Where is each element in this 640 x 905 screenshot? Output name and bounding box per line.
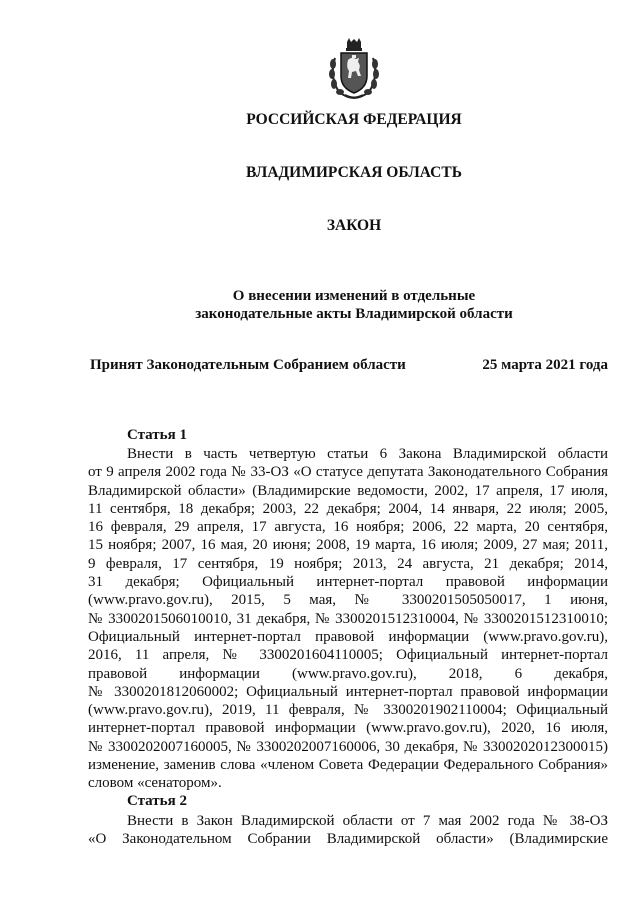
law-title-line-1: О внесении изменений в отдельные [232, 288, 476, 304]
article-1-line: 15 ноября; 2007, 16 мая, 20 июня; 2008, 19 марта, 16 июля; 2009, 27 мая; 2011, [88, 537, 608, 554]
article-1-line: Владимирской области» (Владимирские ведомости, 2002, 17 апреля, 17 июля, [88, 482, 608, 499]
article-1-line: 31 декабря; Официальный интернет-портал правовой информации [88, 574, 608, 591]
article-1-line: словом «сенатором». [88, 775, 222, 792]
article-2-body [88, 812, 608, 849]
article-1-heading: Статья 1 [127, 427, 187, 443]
article-1-body [88, 445, 608, 793]
adoption-date: 25 марта 2021 года [482, 357, 608, 373]
article-1-line: 9 февраля, 17 сентября, 19 ноября; 2013, 24 августа, 21 декабря; 2014, [88, 555, 608, 572]
law-title [0, 287, 640, 323]
article-1-line: правовой информации (www.pravo.gov.ru), 2018, 6 декабря, [88, 665, 608, 682]
region-heading: ВЛАДИМИРСКАЯ ОБЛАСТЬ [246, 164, 462, 181]
article-1-line: № 3300202007160005, № 3300202007160006, 30 декабря, № 3300202012300015) [88, 738, 608, 755]
document-type-heading: ЗАКОН [326, 217, 382, 234]
article-1-line: № 3300201506010010, 31 декабря, № 3300201512310004, № 3300201512310010; [88, 610, 608, 627]
article-1-line: изменение, заменив слова «членом Совета Федерации Федерального Собрания» [88, 757, 608, 774]
article-1-line: Внести в часть четвертую статьи 6 Закона Владимирской области [127, 446, 608, 462]
article-2-line: «О Законодательном Собрании Владимирской области» (Владимирские [88, 831, 608, 848]
adoption-info [90, 357, 608, 374]
coat-of-arms-icon [325, 38, 383, 100]
law-title-line-2: законодательные акты Владимирской области [195, 306, 513, 322]
article-1-line: от 9 апреля 2002 года № 33-ОЗ «О статусе депутата Законодательного Собрания [88, 464, 608, 481]
article-1-line: 16 февраля, 29 апреля, 17 августа, 16 ноября; 2006, 22 марта, 20 сентября, [88, 519, 608, 536]
article-1-line: 2016, 11 апреля, № 3300201604110005; Официальный интернет-портал [88, 647, 608, 664]
article-1-line: (www.pravo.gov.ru), 2019, 11 февраля, № 3300201902110004; Официальный [88, 702, 608, 719]
article-1-line: № 3300201812060002; Официальный интернет-портал правовой информации [88, 683, 608, 700]
article-2-heading: Статья 2 [127, 793, 187, 809]
article-1-line: 11 сентября, 18 декабря; 2003, 22 декабря; 2004, 14 января, 22 июля; 2005, [88, 500, 608, 517]
article-1-line: Официальный интернет-портал правовой информации (www.pravo.gov.ru), [88, 628, 608, 645]
article-2-line: Внести в Закон Владимирской области от 7 мая 2002 года № 38-ОЗ [127, 813, 608, 829]
article-1-line: (www.pravo.gov.ru), 2015, 5 мая, № 3300201505050017, 1 июня, [88, 592, 608, 609]
adopted-by-label: Принят Законодательным Собранием области [90, 357, 406, 373]
country-heading: РОССИЙСКАЯ ФЕДЕРАЦИЯ [246, 111, 462, 128]
article-1-line: интернет-портал правовой информации (www.pravo.gov.ru), 2020, 16 июля, [88, 720, 608, 737]
